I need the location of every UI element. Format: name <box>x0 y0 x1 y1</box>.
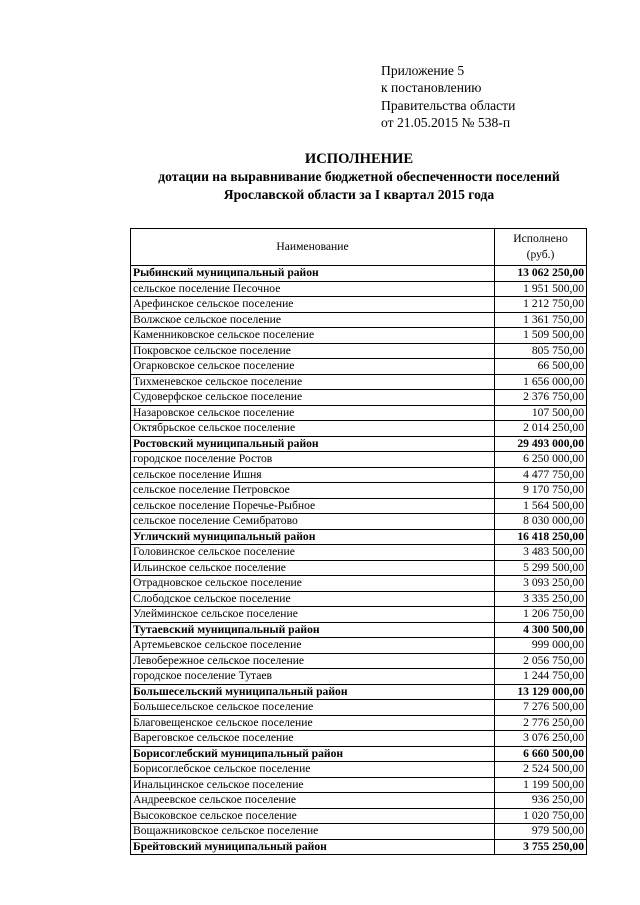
row-name: Ростовский муниципальный район <box>131 436 495 452</box>
row-name: Большесельское сельское поселение <box>131 700 495 716</box>
row-value: 16 418 250,00 <box>495 529 587 545</box>
row-name: Борисоглебский муниципальный район <box>131 746 495 762</box>
column-header-name: Наименование <box>131 229 495 266</box>
settlement-row <box>131 374 587 390</box>
settlement-row <box>131 498 587 514</box>
settlement-row <box>131 405 587 421</box>
row-value: 1 951 500,00 <box>495 281 587 297</box>
row-value: 8 030 000,00 <box>495 514 587 530</box>
row-name: сельское поселение Песочное <box>131 281 495 297</box>
settlement-row <box>131 777 587 793</box>
column-header-value-line-2: (руб.) <box>526 248 555 261</box>
row-value: 6 660 500,00 <box>495 746 587 762</box>
row-name: Огарковское сельское поселение <box>131 359 495 375</box>
row-value: 9 170 750,00 <box>495 483 587 499</box>
title-line-1: ИСПОЛНЕНИЕ <box>304 151 414 167</box>
row-value: 3 093 250,00 <box>495 576 587 592</box>
settlement-row <box>131 328 587 344</box>
row-value: 13 129 000,00 <box>495 684 587 700</box>
row-name: городское поселение Тутаев <box>131 669 495 685</box>
settlement-row <box>131 467 587 483</box>
settlement-row <box>131 653 587 669</box>
row-value: 2 776 250,00 <box>495 715 587 731</box>
row-value: 936 250,00 <box>495 793 587 809</box>
settlement-row <box>131 452 587 468</box>
row-name: сельское поселение Петровское <box>131 483 495 499</box>
row-value: 2 524 500,00 <box>495 762 587 778</box>
settlement-row <box>131 421 587 437</box>
settlement-row <box>131 390 587 406</box>
row-value: 3 076 250,00 <box>495 731 587 747</box>
row-name: Отрадновское сельское поселение <box>131 576 495 592</box>
settlement-row <box>131 312 587 328</box>
document-title <box>0 150 640 204</box>
row-name: Покровское сельское поселение <box>131 343 495 359</box>
column-header-value <box>495 229 587 266</box>
row-value: 3 335 250,00 <box>495 591 587 607</box>
row-name: Рыбинский муниципальный район <box>131 266 495 282</box>
row-name: Вощажниковское сельское поселение <box>131 824 495 840</box>
district-row <box>131 436 587 452</box>
district-row <box>131 684 587 700</box>
settlement-row <box>131 638 587 654</box>
row-name: Инальцинское сельское поселение <box>131 777 495 793</box>
settlement-row <box>131 715 587 731</box>
district-row <box>131 622 587 638</box>
settlement-row <box>131 669 587 685</box>
settlement-row <box>131 731 587 747</box>
row-name: Артемьевское сельское поселение <box>131 638 495 654</box>
district-row <box>131 746 587 762</box>
row-value: 7 276 500,00 <box>495 700 587 716</box>
row-value: 2 376 750,00 <box>495 390 587 406</box>
attachment-line-4: от 21.05.2015 № 538-п <box>381 114 511 130</box>
execution-table <box>130 228 587 855</box>
row-name: сельское поселение Семибратово <box>131 514 495 530</box>
title-line-2: дотации на выравнивание бюджетной обеспеченности поселений <box>158 169 560 184</box>
row-name: Борисоглебское сельское поселение <box>131 762 495 778</box>
row-value: 107 500,00 <box>495 405 587 421</box>
settlement-row <box>131 607 587 623</box>
row-value: 1 212 750,00 <box>495 297 587 313</box>
row-value: 1 509 500,00 <box>495 328 587 344</box>
row-value: 1 020 750,00 <box>495 808 587 824</box>
district-row <box>131 266 587 282</box>
settlement-row <box>131 793 587 809</box>
row-name: сельское поселение Поречье-Рыбное <box>131 498 495 514</box>
row-value: 4 300 500,00 <box>495 622 587 638</box>
row-name: Слободское сельское поселение <box>131 591 495 607</box>
settlement-row <box>131 281 587 297</box>
row-value: 805 750,00 <box>495 343 587 359</box>
settlement-row <box>131 297 587 313</box>
row-name: Головинское сельское поселение <box>131 545 495 561</box>
row-name: Вареговское сельское поселение <box>131 731 495 747</box>
row-name: Угличский муниципальный район <box>131 529 495 545</box>
row-name: Высоковское сельское поселение <box>131 808 495 824</box>
attachment-note <box>381 62 515 131</box>
district-row <box>131 839 587 855</box>
row-name: Андреевское сельское поселение <box>131 793 495 809</box>
settlement-row <box>131 545 587 561</box>
attachment-line-3: Правительства области <box>381 97 516 113</box>
table-header-row <box>131 229 587 266</box>
row-value: 1 564 500,00 <box>495 498 587 514</box>
row-value: 2 014 250,00 <box>495 421 587 437</box>
row-name: Волжское сельское поселение <box>131 312 495 328</box>
settlement-row <box>131 359 587 375</box>
row-name: Ильинское сельское поселение <box>131 560 495 576</box>
row-value: 5 299 500,00 <box>495 560 587 576</box>
row-name: Брейтовский муниципальный район <box>131 839 495 855</box>
row-name: городское поселение Ростов <box>131 452 495 468</box>
title-line-3: Ярославской области за I квартал 2015 года <box>223 187 495 203</box>
row-value: 979 500,00 <box>495 824 587 840</box>
row-value: 3 755 250,00 <box>495 839 587 855</box>
table-body <box>131 266 587 855</box>
settlement-row <box>131 576 587 592</box>
row-name: Тихменевское сельское поселение <box>131 374 495 390</box>
row-value: 6 250 000,00 <box>495 452 587 468</box>
row-value: 3 483 500,00 <box>495 545 587 561</box>
settlement-row <box>131 824 587 840</box>
row-name: Судоверфское сельское поселение <box>131 390 495 406</box>
row-value: 29 493 000,00 <box>495 436 587 452</box>
settlement-row <box>131 514 587 530</box>
row-name: Большесельский муниципальный район <box>131 684 495 700</box>
row-name: Арефинское сельское поселение <box>131 297 495 313</box>
settlement-row <box>131 343 587 359</box>
settlement-row <box>131 483 587 499</box>
row-value: 4 477 750,00 <box>495 467 587 483</box>
row-name: Октябрьское сельское поселение <box>131 421 495 437</box>
row-value: 1 361 750,00 <box>495 312 587 328</box>
settlement-row <box>131 591 587 607</box>
settlement-row <box>131 762 587 778</box>
row-name: Каменниковское сельское поселение <box>131 328 495 344</box>
row-name: сельское поселение Ишня <box>131 467 495 483</box>
row-value: 13 062 250,00 <box>495 266 587 282</box>
row-name: Улейминское сельское поселение <box>131 607 495 623</box>
row-value: 1 206 750,00 <box>495 607 587 623</box>
row-value: 1 656 000,00 <box>495 374 587 390</box>
attachment-line-1: Приложение 5 <box>381 63 465 78</box>
column-header-value-line-1: Исполнено <box>513 232 568 245</box>
row-value: 1 244 750,00 <box>495 669 587 685</box>
settlement-row <box>131 808 587 824</box>
row-name: Благовещенское сельское поселение <box>131 715 495 731</box>
row-value: 1 199 500,00 <box>495 777 587 793</box>
row-value: 2 056 750,00 <box>495 653 587 669</box>
row-value: 66 500,00 <box>495 359 587 375</box>
row-name: Левобережное сельское поселение <box>131 653 495 669</box>
row-name: Назаровское сельское поселение <box>131 405 495 421</box>
row-value: 999 000,00 <box>495 638 587 654</box>
settlement-row <box>131 700 587 716</box>
settlement-row <box>131 560 587 576</box>
attachment-line-2: к постановлению <box>381 80 482 96</box>
row-name: Тутаевский муниципальный район <box>131 622 495 638</box>
district-row <box>131 529 587 545</box>
